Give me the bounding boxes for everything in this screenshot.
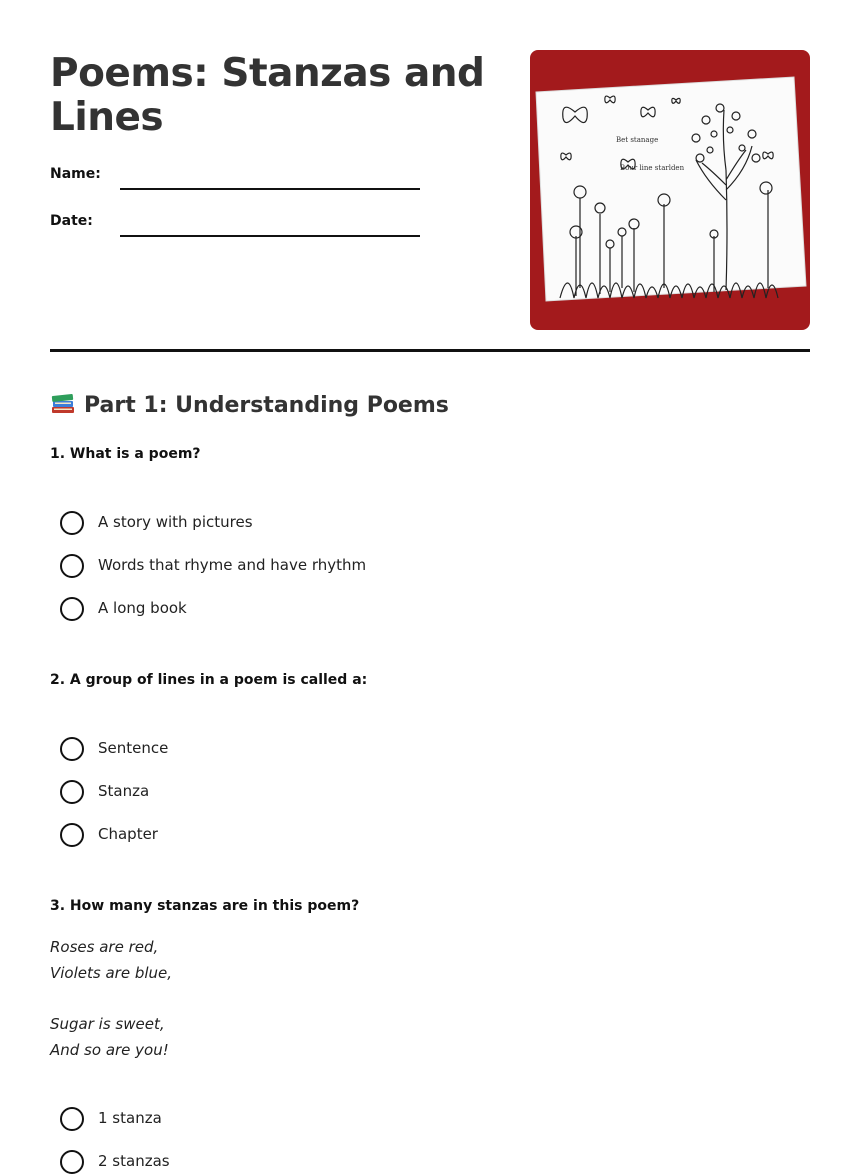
radio-button[interactable] (60, 1107, 84, 1131)
part1-heading (50, 390, 449, 418)
poem-line: Sugar is sweet, (50, 1015, 165, 1033)
illustration-caption-1: Bet stanage (616, 136, 659, 144)
poem-stanza-2 (50, 1011, 169, 1063)
q2-option-2[interactable] (60, 780, 460, 806)
radio-button[interactable] (60, 511, 84, 535)
radio-button[interactable] (60, 597, 84, 621)
radio-button[interactable] (60, 554, 84, 578)
q1-option-2[interactable] (60, 554, 460, 580)
page-title: Poems: Stanzas and Lines (50, 51, 485, 140)
radio-button[interactable] (60, 737, 84, 761)
q1-option-3[interactable] (60, 597, 460, 623)
q2-option-3[interactable] (60, 823, 460, 849)
radio-button[interactable] (60, 1150, 84, 1174)
q1-option-1[interactable] (60, 511, 460, 537)
q2-option-1[interactable] (60, 737, 460, 763)
name-line[interactable] (120, 188, 420, 190)
illustration-caption-2: Bour line starlden (620, 164, 685, 172)
name-label: Name: (50, 166, 101, 182)
question-1: 1. What is a poem? (50, 446, 201, 462)
option-label: Sentence (98, 739, 169, 757)
option-label: Stanza (98, 782, 150, 800)
date-line[interactable] (120, 235, 420, 237)
radio-button[interactable] (60, 823, 84, 847)
radio-button[interactable] (60, 780, 84, 804)
poem-line: Roses are red, (50, 938, 159, 956)
question-3: 3. How many stanzas are in this poem? (50, 898, 360, 914)
poem-stanza-1 (50, 934, 172, 986)
books-icon (50, 390, 76, 416)
header-divider (50, 349, 810, 352)
date-field (50, 213, 420, 237)
poem-line: Violets are blue, (50, 964, 173, 982)
q3-option-2[interactable] (60, 1150, 460, 1176)
q3-option-1[interactable] (60, 1107, 460, 1133)
poem-line: And so are you! (50, 1041, 169, 1059)
option-label: 1 stanza (98, 1109, 162, 1127)
option-label: Words that rhyme and have rhythm (98, 556, 367, 574)
option-label: A story with pictures (98, 513, 253, 531)
option-label: Chapter (98, 825, 158, 843)
question-2: 2. A group of lines in a poem is called a: (50, 672, 368, 688)
date-label: Date: (50, 213, 93, 229)
part1-heading-text: Part 1: Understanding Poems (84, 393, 449, 418)
option-label: A long book (98, 599, 187, 617)
name-field (50, 166, 420, 190)
garden-illustration (530, 50, 810, 330)
option-label: 2 stanzas (98, 1152, 170, 1170)
